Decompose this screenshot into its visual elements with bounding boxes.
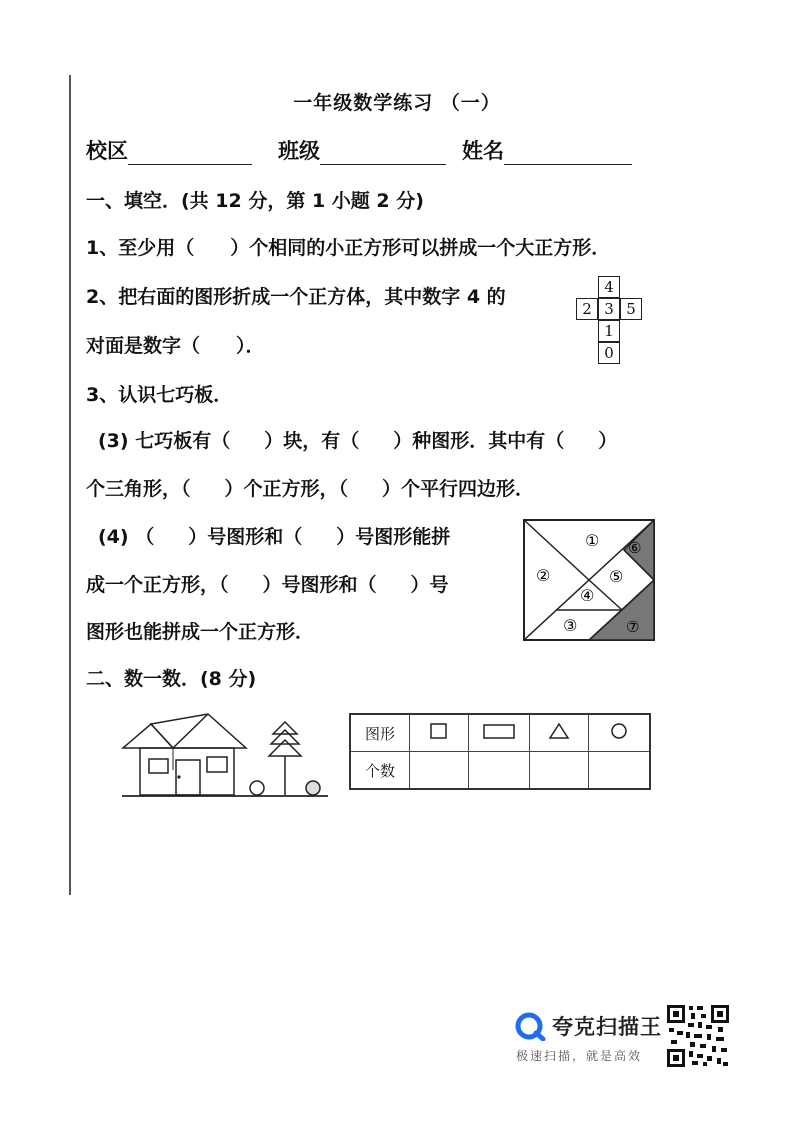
section2-heading: 二、数一数．(8 分) [86, 668, 257, 690]
count-table [349, 713, 651, 790]
count-cell[interactable] [410, 752, 469, 790]
table-row [350, 752, 650, 790]
q3-part4-line1: (4) （ ）号图形和（ ）号图形能拼 [98, 526, 451, 548]
class-field [278, 135, 446, 165]
q3-part3-line1: (3) 七巧板有（ ）块，有（ ）种图形．其中有（ ） [98, 430, 618, 452]
net-cell: 4 [598, 276, 620, 298]
section1-heading: 一、填空．(共 12 分，第 1 小题 2 分) [86, 190, 424, 212]
name-blank[interactable] [504, 144, 632, 165]
campus-blank[interactable] [128, 144, 252, 165]
class-label: 班级 [278, 139, 320, 163]
name-field [462, 135, 632, 165]
name-label: 姓名 [462, 139, 504, 163]
question-2-line1: 2、把右面的图形折成一个正方体，其中数字 4 的 [86, 286, 506, 308]
class-blank[interactable] [320, 144, 446, 165]
question-1: 1、至少用（ ）个相同的小正方形可以拼成一个大正方形． [86, 237, 611, 259]
house-picture [118, 710, 333, 802]
tangram-figure [523, 519, 655, 641]
count-cell[interactable] [530, 752, 589, 790]
page-title: 一年级数学练习 （一） [293, 92, 501, 114]
table-row [350, 714, 650, 752]
tangram-label-4: ④ [580, 586, 595, 605]
rectangle-icon [469, 714, 530, 752]
tangram-label-7: ⑦ [626, 618, 640, 636]
tangram-label-1: ① [585, 531, 600, 550]
qr-code-icon [666, 1004, 730, 1068]
net-cell: 1 [598, 320, 620, 342]
margin-line [69, 75, 71, 895]
row-label-shapes: 图形 [350, 714, 410, 752]
tangram-label-6: ⑥ [628, 539, 642, 557]
triangle-icon [530, 714, 589, 752]
question-2-line2: 对面是数字（ ）． [86, 335, 265, 357]
tangram-label-2: ② [536, 566, 551, 585]
small-square-icon [410, 714, 469, 752]
q3-part3-line2: 个三角形，（ ）个正方形，（ ）个平行四边形． [86, 478, 535, 500]
question-3-heading: 3、认识七巧板． [86, 384, 233, 406]
net-cell: 3 [598, 298, 620, 320]
count-cell[interactable] [589, 752, 651, 790]
net-cell: 0 [598, 342, 620, 364]
tangram-label-5: ⑤ [609, 567, 624, 586]
circle-icon [589, 714, 651, 752]
campus-label: 校区 [86, 139, 128, 163]
net-cell: 2 [576, 298, 598, 320]
net-cell: 5 [620, 298, 642, 320]
scanner-logo-icon [514, 1011, 546, 1041]
watermark-title: 夸克扫描王 [552, 1015, 662, 1039]
q3-part4-line2: 成一个正方形，（ ）号图形和（ ）号 [86, 574, 449, 596]
watermark-subtitle: 极速扫描，就是高效 [516, 1049, 643, 1063]
tangram-label-3: ③ [563, 616, 578, 635]
cube-net [576, 276, 642, 364]
q3-part4-line3: 图形也能拼成一个正方形． [86, 621, 315, 643]
row-label-count: 个数 [350, 752, 410, 790]
campus-field [86, 135, 252, 165]
count-cell[interactable] [469, 752, 530, 790]
